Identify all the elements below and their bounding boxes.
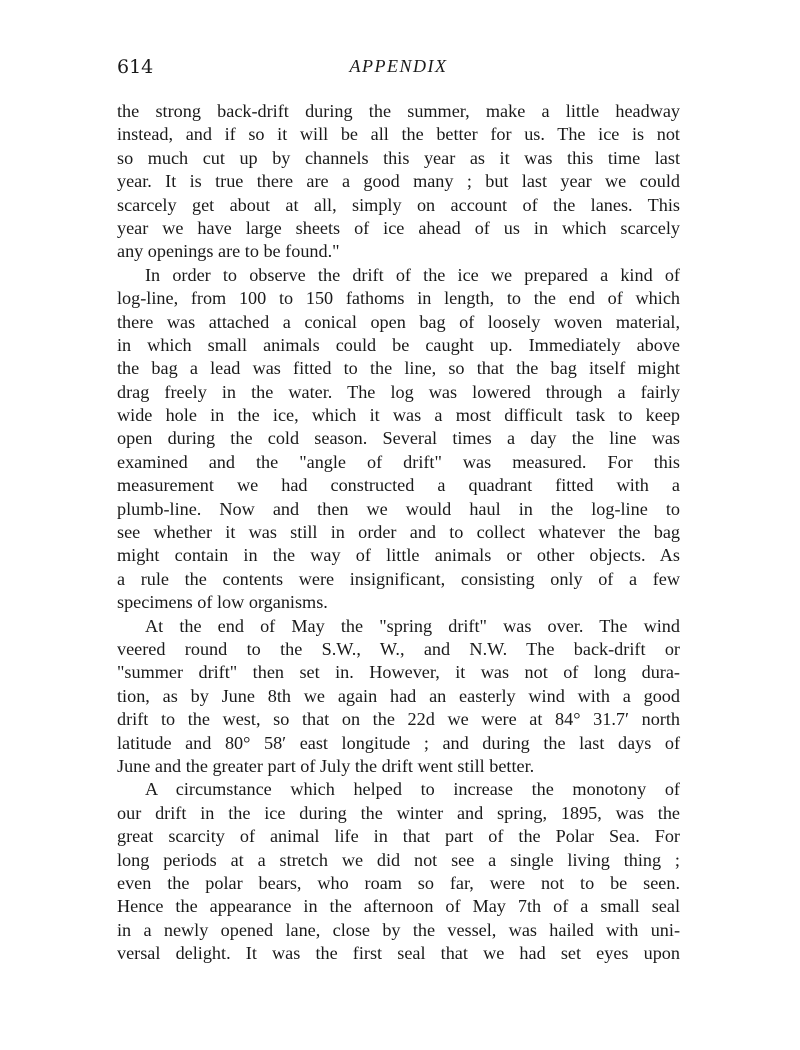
text-line: in which small animals could be caught up. Immediately above: [117, 334, 680, 355]
text-line: the bag a lead was fitted to the line, so that the bag itself might: [117, 358, 680, 379]
text-line: At the end of May the "spring drift" was over. The wind: [145, 615, 680, 636]
text-line: drift to the west, so that on the 22d we were at 84° 31.7′ north: [117, 709, 680, 730]
text-line: examined and the "angle of drift" was measured. For this: [117, 451, 680, 472]
text-line: so much cut up by channels this year as it was this time last: [117, 147, 680, 168]
text-line: scarcely get about at all, simply on account of the lanes. This: [117, 194, 680, 215]
page-number: 614: [117, 56, 154, 78]
text-line: year. It is true there are a good many ; but last year we could: [117, 171, 680, 192]
page-header: [117, 56, 680, 84]
text-line: great scarcity of animal life in that part of the Polar Sea. For: [117, 826, 680, 847]
text-line: even the polar bears, who roam so far, were not to be seen.: [117, 872, 680, 893]
text-line: tion, as by June 8th we again had an easterly wind with a good: [117, 685, 680, 706]
paragraph: [117, 100, 680, 264]
text-line: there was attached a conical open bag of loosely woven material,: [117, 311, 680, 332]
text-line: wide hole in the ice, which it was a most difficult task to keep: [117, 405, 680, 426]
text-line: open during the cold season. Several times a day the line was: [117, 428, 680, 449]
text-line: In order to observe the drift of the ice we prepared a kind of: [145, 264, 680, 285]
text-line: specimens of low organisms.: [117, 592, 328, 613]
text-line: might contain in the way of little animals or other objects. As: [117, 545, 680, 566]
text-line: a rule the contents were insignificant, consisting only of a few: [117, 568, 680, 589]
text-line: drag freely in the water. The log was lowered through a fairly: [117, 381, 680, 402]
text-line: in a newly opened lane, close by the vessel, was hailed with uni-: [117, 919, 680, 940]
text-line: versal delight. It was the first seal that we had set eyes upon: [117, 943, 680, 964]
text-line: any openings are to be found.": [117, 241, 340, 262]
paragraph: [117, 778, 680, 965]
text-line: Hence the appearance in the afternoon of May 7th of a small seal: [117, 896, 680, 917]
text-line: see whether it was still in order and to collect whatever the bag: [117, 522, 680, 543]
running-head: APPENDIX: [349, 56, 448, 76]
text-line: plumb-line. Now and then we would haul in the log-line to: [117, 498, 680, 519]
text-line: long periods at a stretch we did not see a single living thing ;: [117, 849, 680, 870]
body-text: [117, 100, 680, 965]
text-line: June and the greater part of July the drift went still better.: [117, 755, 535, 776]
text-line: "summer drift" then set in. However, it was not of long dura-: [117, 662, 680, 683]
text-line: latitude and 80° 58′ east longitude ; and during the last days of: [117, 732, 680, 753]
text-line: our drift in the ice during the winter and spring, 1895, was the: [117, 802, 680, 823]
text-line: log-line, from 100 to 150 fathoms in length, to the end of which: [117, 288, 680, 309]
text-line: measurement we had constructed a quadrant fitted with a: [117, 475, 680, 496]
text-line: year we have large sheets of ice ahead of us in which scarcely: [117, 217, 680, 238]
text-line: the strong back-drift during the summer, make a little headway: [117, 101, 680, 121]
text-line: instead, and if so it will be all the better for us. The ice is not: [117, 124, 680, 145]
text-line: veered round to the S.W., W., and N.W. The back-drift or: [117, 638, 680, 659]
paragraph: [117, 264, 680, 615]
paragraph: [117, 615, 680, 779]
text-line: A circumstance which helped to increase the monotony of: [145, 779, 680, 800]
